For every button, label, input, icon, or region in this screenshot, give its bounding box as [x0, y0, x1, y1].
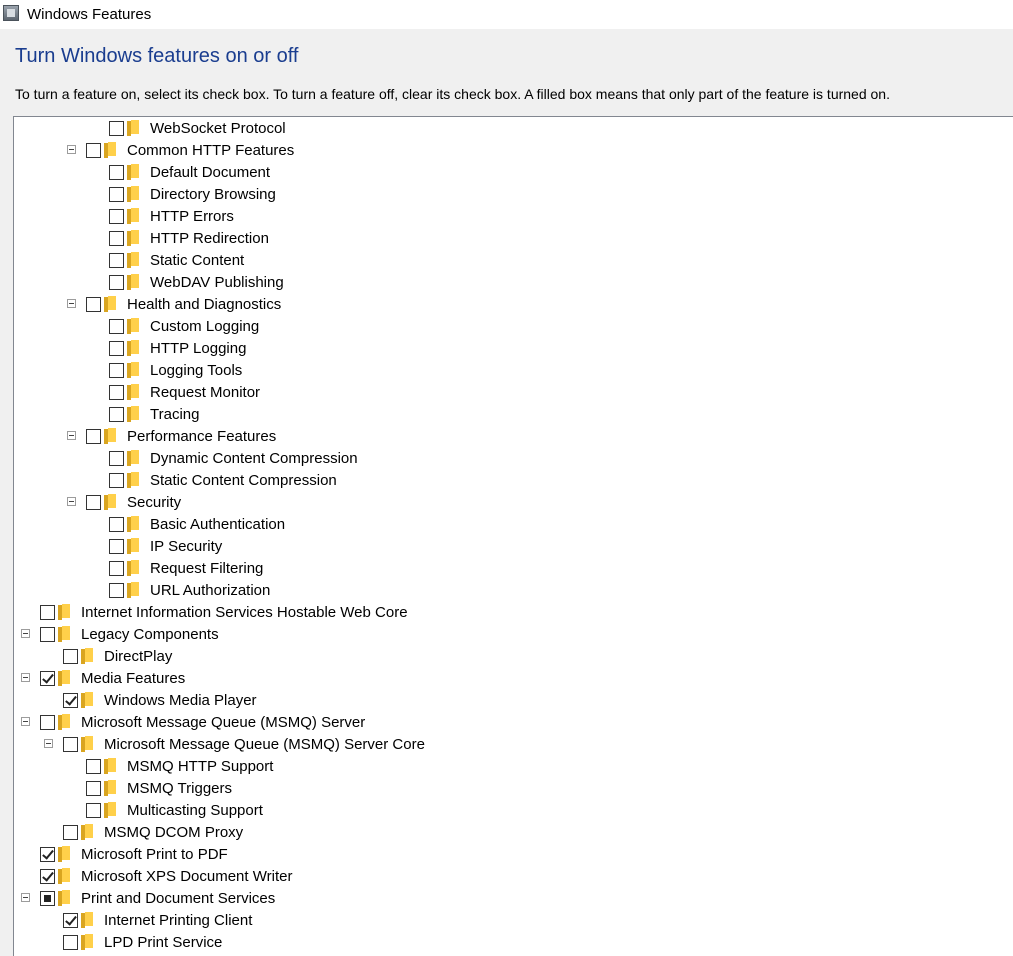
folder-icon — [104, 780, 118, 796]
feature-checkbox[interactable] — [63, 693, 78, 708]
feature-label: Custom Logging — [150, 318, 260, 335]
folder-icon — [127, 208, 141, 224]
feature-label: Microsoft Message Queue (MSMQ) Server — [81, 714, 366, 731]
collapse-icon[interactable] — [21, 629, 30, 638]
folder-icon — [58, 604, 72, 620]
folder-icon — [81, 648, 95, 664]
folder-icon — [104, 428, 118, 444]
feature-label: Legacy Components — [81, 626, 219, 643]
feature-label: Logging Tools — [150, 362, 243, 379]
feature-checkbox[interactable] — [40, 671, 55, 686]
tree-item[interactable] — [14, 228, 1013, 250]
features-tree[interactable] — [13, 116, 1013, 956]
folder-icon — [81, 912, 95, 928]
folder-icon — [127, 230, 141, 246]
folder-icon — [127, 450, 141, 466]
folder-icon — [58, 626, 72, 642]
feature-label: Windows Media Player — [104, 692, 257, 709]
feature-label: Tracing — [150, 406, 200, 423]
feature-checkbox[interactable] — [109, 187, 124, 202]
feature-checkbox[interactable] — [109, 319, 124, 334]
feature-checkbox[interactable] — [86, 781, 101, 796]
feature-label: MSMQ Triggers — [127, 780, 233, 797]
folder-icon — [104, 802, 118, 818]
folder-icon — [104, 142, 118, 158]
folder-icon — [127, 538, 141, 554]
folder-icon — [58, 670, 72, 686]
feature-checkbox[interactable] — [109, 209, 124, 224]
tree-item[interactable] — [14, 668, 1013, 690]
tree-item[interactable] — [14, 448, 1013, 470]
collapse-icon[interactable] — [67, 497, 76, 506]
folder-icon — [58, 846, 72, 862]
tree-item[interactable] — [14, 404, 1013, 426]
tree-item[interactable] — [14, 690, 1013, 712]
feature-checkbox[interactable] — [40, 605, 55, 620]
feature-label: HTTP Redirection — [150, 230, 269, 247]
feature-checkbox[interactable] — [86, 143, 101, 158]
feature-checkbox[interactable] — [109, 473, 124, 488]
feature-label: Common HTTP Features — [127, 142, 295, 159]
feature-checkbox[interactable] — [109, 363, 124, 378]
feature-checkbox[interactable] — [86, 759, 101, 774]
feature-label: Media Features — [81, 670, 186, 687]
folder-icon — [58, 714, 72, 730]
feature-label: Performance Features — [127, 428, 277, 445]
folder-icon — [127, 472, 141, 488]
tree-item[interactable] — [14, 756, 1013, 778]
feature-checkbox[interactable] — [109, 539, 124, 554]
feature-checkbox[interactable] — [109, 121, 124, 136]
folder-icon — [127, 516, 141, 532]
tree-item[interactable] — [14, 602, 1013, 624]
instructions-text: To turn a feature on, select its check box. To turn a feature off, clear its check box. A filled box means that only part of the feature is turned on. — [15, 86, 890, 102]
tree-item[interactable] — [14, 536, 1013, 558]
tree-item[interactable] — [14, 932, 1013, 954]
feature-label: URL Authorization — [150, 582, 271, 599]
feature-label: HTTP Logging — [150, 340, 247, 357]
feature-label: Health and Diagnostics — [127, 296, 282, 313]
tree-item[interactable] — [14, 382, 1013, 404]
feature-label: Static Content — [150, 252, 245, 269]
collapse-icon[interactable] — [21, 893, 30, 902]
folder-icon — [127, 164, 141, 180]
feature-checkbox[interactable] — [40, 891, 55, 906]
feature-checkbox[interactable] — [63, 935, 78, 950]
feature-label: Default Document — [150, 164, 271, 181]
feature-label: IP Security — [150, 538, 223, 555]
feature-label: Microsoft Print to PDF — [81, 846, 228, 863]
feature-checkbox[interactable] — [86, 429, 101, 444]
feature-checkbox[interactable] — [109, 341, 124, 356]
folder-icon — [127, 340, 141, 356]
feature-label: DirectPlay — [104, 648, 173, 665]
folder-icon — [127, 362, 141, 378]
tree-item[interactable] — [14, 800, 1013, 822]
feature-label: MSMQ DCOM Proxy — [104, 824, 244, 841]
feature-label: Internet Printing Client — [104, 912, 253, 929]
tree-item[interactable] — [14, 426, 1013, 448]
folder-icon — [104, 494, 118, 510]
tree-item[interactable] — [14, 624, 1013, 646]
feature-checkbox[interactable] — [109, 253, 124, 268]
feature-checkbox[interactable] — [109, 385, 124, 400]
folder-icon — [58, 890, 72, 906]
tree-item[interactable] — [14, 250, 1013, 272]
feature-checkbox[interactable] — [63, 737, 78, 752]
folder-icon — [127, 384, 141, 400]
feature-checkbox[interactable] — [63, 825, 78, 840]
folder-icon — [81, 692, 95, 708]
feature-checkbox[interactable] — [40, 715, 55, 730]
folder-icon — [127, 186, 141, 202]
page-heading: Turn Windows features on or off — [15, 45, 299, 67]
folder-icon — [127, 406, 141, 422]
tree-item[interactable] — [14, 712, 1013, 734]
feature-checkbox[interactable] — [40, 847, 55, 862]
collapse-icon[interactable] — [44, 739, 53, 748]
folder-icon — [127, 582, 141, 598]
feature-checkbox[interactable] — [109, 407, 124, 422]
feature-checkbox[interactable] — [109, 451, 124, 466]
folder-icon — [81, 824, 95, 840]
tree-item[interactable] — [14, 316, 1013, 338]
tree-item[interactable] — [14, 844, 1013, 866]
feature-label: Microsoft Message Queue (MSMQ) Server Core — [104, 736, 425, 753]
feature-checkbox[interactable] — [86, 803, 101, 818]
feature-checkbox[interactable] — [109, 561, 124, 576]
folder-icon — [58, 868, 72, 884]
feature-checkbox[interactable] — [40, 627, 55, 642]
feature-label: Request Monitor — [150, 384, 261, 401]
feature-label: Security — [127, 494, 182, 511]
tree-item[interactable] — [14, 272, 1013, 294]
folder-icon — [127, 252, 141, 268]
folder-icon — [81, 736, 95, 752]
feature-label: Directory Browsing — [150, 186, 276, 203]
collapse-icon[interactable] — [21, 717, 30, 726]
tree-item[interactable] — [14, 822, 1013, 844]
feature-checkbox[interactable] — [40, 869, 55, 884]
feature-label: Multicasting Support — [127, 802, 263, 819]
feature-checkbox[interactable] — [86, 495, 101, 510]
tree-item[interactable] — [14, 910, 1013, 932]
folder-icon — [81, 934, 95, 950]
tree-item[interactable] — [14, 184, 1013, 206]
folder-icon — [127, 318, 141, 334]
collapse-icon[interactable] — [67, 145, 76, 154]
tree-item[interactable] — [14, 646, 1013, 668]
feature-label: HTTP Errors — [150, 208, 234, 225]
collapse-icon[interactable] — [21, 673, 30, 682]
feature-label: Static Content Compression — [150, 472, 337, 489]
folder-icon — [127, 120, 141, 136]
tree-item[interactable] — [14, 888, 1013, 910]
collapse-icon[interactable] — [67, 431, 76, 440]
feature-label: LPD Print Service — [104, 934, 223, 951]
feature-checkbox[interactable] — [63, 913, 78, 928]
feature-label: Basic Authentication — [150, 516, 286, 533]
feature-checkbox[interactable] — [109, 231, 124, 246]
tree-item[interactable] — [14, 140, 1013, 162]
tree-item[interactable] — [14, 492, 1013, 514]
feature-label: Request Filtering — [150, 560, 264, 577]
feature-checkbox[interactable] — [86, 297, 101, 312]
feature-label: MSMQ HTTP Support — [127, 758, 274, 775]
feature-checkbox[interactable] — [109, 517, 124, 532]
title-bar[interactable] — [0, 0, 1013, 29]
tree-item[interactable] — [14, 162, 1013, 184]
feature-checkbox[interactable] — [109, 583, 124, 598]
window-title: Windows Features — [27, 6, 152, 23]
tree-item[interactable] — [14, 206, 1013, 228]
windows-features-app-icon — [3, 5, 19, 21]
feature-checkbox[interactable] — [63, 649, 78, 664]
tree-item[interactable] — [14, 580, 1013, 602]
tree-item[interactable] — [14, 778, 1013, 800]
feature-label: Print and Document Services — [81, 890, 276, 907]
tree-item[interactable] — [14, 338, 1013, 360]
tree-item[interactable] — [14, 866, 1013, 888]
folder-icon — [104, 758, 118, 774]
tree-item[interactable] — [14, 734, 1013, 756]
feature-label: WebSocket Protocol — [150, 120, 286, 137]
collapse-icon[interactable] — [67, 299, 76, 308]
tree-item[interactable] — [14, 514, 1013, 536]
tree-item[interactable] — [14, 294, 1013, 316]
feature-label: WebDAV Publishing — [150, 274, 284, 291]
feature-label: Internet Information Services Hostable Web Core — [81, 604, 408, 621]
tree-item[interactable] — [14, 470, 1013, 492]
feature-label: Microsoft XPS Document Writer — [81, 868, 293, 885]
folder-icon — [104, 296, 118, 312]
feature-checkbox[interactable] — [109, 165, 124, 180]
folder-icon — [127, 274, 141, 290]
tree-item[interactable] — [14, 360, 1013, 382]
folder-icon — [127, 560, 141, 576]
feature-checkbox[interactable] — [109, 275, 124, 290]
tree-item[interactable] — [14, 118, 1013, 140]
tree-item[interactable] — [14, 558, 1013, 580]
feature-label: Dynamic Content Compression — [150, 450, 358, 467]
